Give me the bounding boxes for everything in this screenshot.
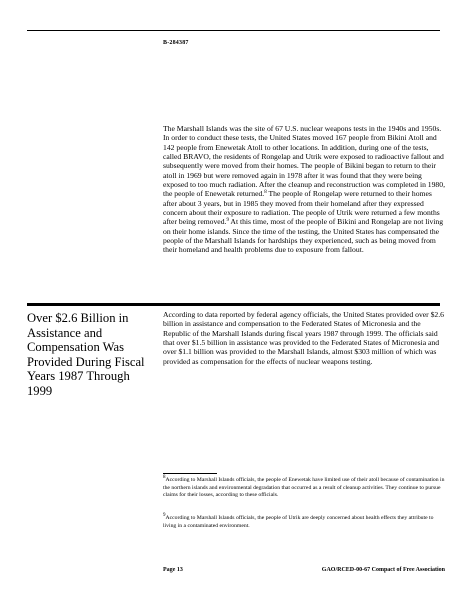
paragraph-nuclear-testing (163, 124, 447, 255)
section-rule (27, 303, 440, 306)
footnote-mark: 9 (163, 513, 166, 518)
footnote-mark: 8 (163, 475, 166, 480)
paragraph-text: The people of Rongelap were returned to their homes after about 3 years, but in 1985 they moved from their homeland after they expressed concern about their exposure to radiation. The people of Utrik were returned a few months after being removed. (163, 189, 440, 227)
paragraph-assistance: According to data reported by federal agency officials, the United States provided over $2.6 billion in assistance and compensation to the Federated States of Micronesia and the Republic of the Marshall Islands during fiscal years 1987 through 1999. The officials said that over $1.5 billion in assistance was provided to the Federated States of Micronesia and over $1.1 billion was provided to the Marshall Islands, almost $303 million of which was provided as compensation for the effects of nuclear weapons testing. (163, 310, 444, 366)
footnote-rule (163, 473, 217, 474)
paragraph-text: At this time, most of the people of Bikini and Rongelap are not living on their home islands. Since the time of the testing, the United States has compensated the people of the Marshall Islands for hardships they experienced, such as being moved from their homeland and health problems due to exposure from fallout. (163, 217, 444, 255)
section-heading: Over $2.6 Billion in Assistance and Compensation Was Provided During Fiscal Years 1987 Through 1999 (27, 311, 145, 398)
header-rule (27, 30, 440, 31)
footnote-9 (163, 515, 447, 530)
document-id: B-284387 (163, 40, 189, 46)
footnote-text: According to Marshall Islands officials, the people of Utrik are deeply concerned about health effects they attribute to living in a contaminated environment. (163, 515, 434, 529)
page-number: Page 13 (163, 567, 183, 573)
footnote-ref-9[interactable]: 9 (226, 218, 229, 224)
footnote-text: According to Marshall Islands officials, the people of Enewetak have limited use of their atoll because of contamination in the northern islands and environmental degradation that occurred as a result of cleanup activities. They continue to pursue claims for their losses, according to these officials. (163, 477, 445, 499)
paragraph-text: The Marshall Islands was the site of 67 U.S. nuclear weapons tests in the 1940s and 1950s. In order to conduct these tests, the United States moved 167 people from Bikini Atoll and 142 people from Enewetak Atoll to other locations. In addition, during one of the tests, called BRAVO, the residents of Rongelap and Utrik were exposed to radioactive fallout and subsequently were moved from their homes. The people of Bikini began to return to their atoll in 1969 but were removed again in 1978 after it was found that they were being exposed to too much radiation. After the cleanup and reconstruction was completed in 1980, the people of Enewetak returned. (163, 124, 445, 199)
footnote-ref-8[interactable]: 8 (264, 190, 267, 196)
footnote-8 (163, 477, 447, 500)
report-id: GAO/RCED-00-67 Compact of Free Association (321, 567, 445, 573)
